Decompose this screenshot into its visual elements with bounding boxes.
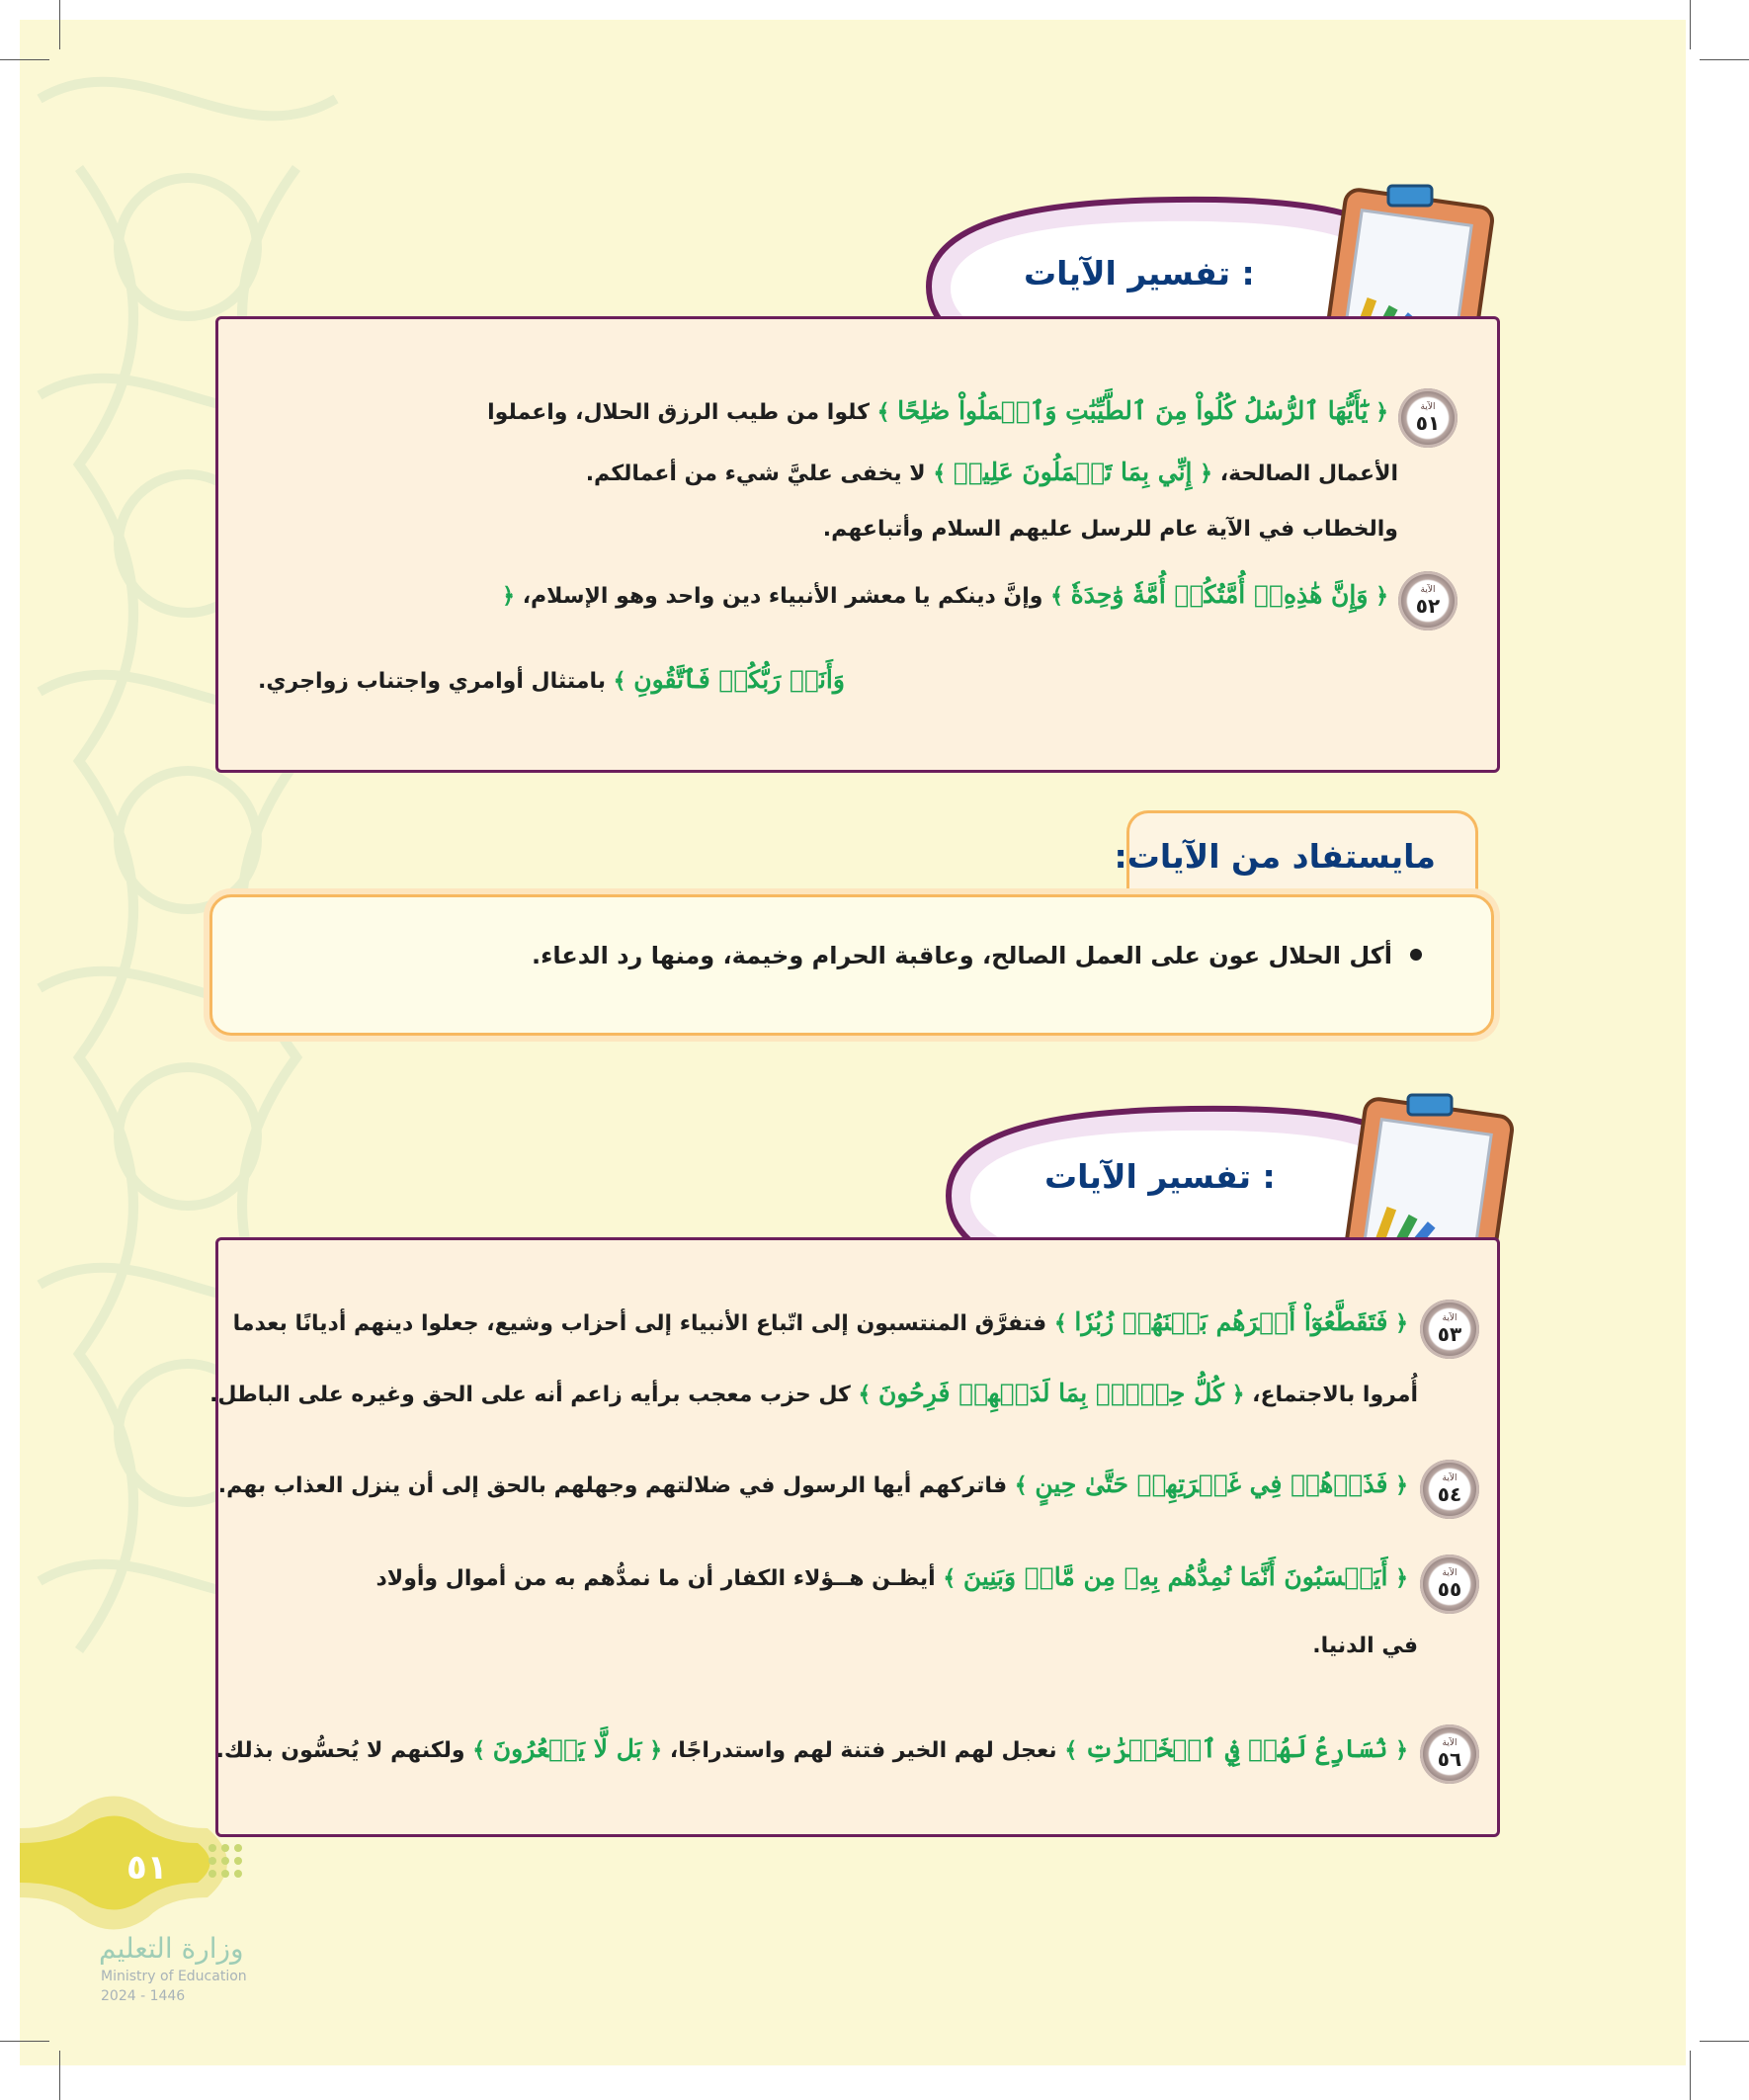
tafsir-1-box <box>215 316 1500 773</box>
quran-verse: فَذَرۡهُمۡ فِي غَمۡرَتِهِمۡ حَتَّىٰ حِينٍ <box>1035 1470 1388 1498</box>
bracket-open-icon: ﴿ <box>649 1738 663 1763</box>
verse-badge-56 <box>1420 1724 1479 1784</box>
bracket-open-icon: ﴿ <box>1200 462 1213 486</box>
bracket-open-icon: ﴿ <box>1395 1738 1408 1763</box>
verse-54-line-1 <box>218 1470 1408 1498</box>
verse-number: ٥٥ <box>1437 1577 1462 1601</box>
textbook-page <box>20 20 1686 2065</box>
verse-number: ٥١ <box>1415 411 1441 435</box>
ministry-logo-arabic: وزارة التعليم <box>99 1932 244 1965</box>
crop-mark <box>0 2041 49 2042</box>
benefit-title: مايستفاد من الآيات: <box>1114 837 1436 876</box>
verse-52-line-1 <box>502 580 1388 609</box>
verse-52-line-2b <box>258 665 845 694</box>
tafsir-2-title: تفسير الآيات : <box>1044 1157 1276 1196</box>
explanation-text: والخطاب في الآية عام للرسل عليهم السلام وأتباعهم. <box>822 517 1398 542</box>
bracket-open-icon: ﴿ <box>1231 1383 1245 1407</box>
bracket-open-icon: ﴿ <box>1375 584 1388 609</box>
quran-verse: نُسَارِعُ لَهُمۡ فِي ٱلۡخَيۡرَٰتِ <box>1084 1734 1388 1763</box>
verse-label: الآية <box>1442 1738 1458 1748</box>
quran-verse: يَٰٓأَيُّهَا ٱلرُّسُلُ كُلُواْ مِنَ ٱلطَّيِّبَٰتِ وَٱعۡمَلُواْ صَٰلِحًا <box>897 396 1369 425</box>
bracket-close-icon: ﴾ <box>1050 584 1063 609</box>
verse-number: ٥٤ <box>1437 1482 1462 1506</box>
verse-53-line-1 <box>233 1307 1408 1336</box>
bracket-close-icon: ﴾ <box>933 462 947 486</box>
bracket-close-icon: ﴾ <box>1064 1738 1078 1763</box>
tafsir-1-title: تفسير الآيات : <box>1024 254 1255 293</box>
crop-mark <box>1690 2051 1691 2100</box>
quran-verse: بَل لَّا يَشۡعُرُونَ <box>492 1734 642 1763</box>
quran-verse: وَأَنَا۠ رَبُّكُمۡ فَٱتَّقُونِ <box>633 665 845 694</box>
verse-label: الآية <box>1420 402 1436 412</box>
crop-mark <box>1700 59 1749 60</box>
crop-mark <box>59 0 60 49</box>
bracket-close-icon: ﴾ <box>858 1383 872 1407</box>
explanation-text: ولكنهم لا يُحسُّون بذلك. <box>215 1738 465 1763</box>
bracket-close-icon: ﴾ <box>943 1566 957 1591</box>
explanation-text: في الدنيا. <box>1312 1634 1418 1658</box>
verse-53-line-2 <box>209 1379 1418 1407</box>
bracket-close-icon: ﴾ <box>876 400 890 425</box>
page-number: ٥١ <box>126 1848 168 1888</box>
benefit-box <box>209 894 1494 1036</box>
crop-mark <box>59 2051 60 2100</box>
verse-label: الآية <box>1442 1568 1458 1578</box>
bracket-close-icon: ﴾ <box>1014 1473 1028 1498</box>
bracket-close-icon: ﴾ <box>1053 1311 1067 1336</box>
explanation-text: وإنَّ دينكم يا معشر الأنبياء دين واحد وهو الإسلام، <box>522 584 1043 609</box>
explanation-text: كل حزب معجب برأيه زاعم أنه على الحق وغيره على الباطل. <box>209 1383 851 1407</box>
verse-badge-55 <box>1420 1554 1479 1614</box>
verse-badge-51 <box>1398 388 1458 448</box>
explanation-text: بامتثال أوامري واجتناب زواجري. <box>258 669 606 694</box>
quran-verse: وَإِنَّ هَٰذِهِۦٓ أُمَّتُكُمۡ أُمَّةٗ وَٰحِدَةٗ <box>1070 580 1369 609</box>
verse-label: الآية <box>1442 1473 1458 1483</box>
verse-badge-54 <box>1420 1460 1479 1519</box>
bracket-open-icon: ﴿ <box>1375 400 1388 425</box>
verse-number: ٥٢ <box>1415 594 1441 618</box>
bracket-open-icon: ﴿ <box>1395 1473 1408 1498</box>
explanation-text: فتفرَّق المنتسبون إلى اتّباع الأنبياء إلى أحزاب وشيع، جعلوا دينهم أديانًا بعدما <box>232 1311 1047 1336</box>
quran-verse: فَتَقَطَّعُوٓاْ أَمۡرَهُم بَيۡنَهُمۡ زُبُرٗا <box>1074 1307 1388 1336</box>
explanation-text: لا يخفى عليَّ شيء من أعمالكم. <box>585 462 926 486</box>
bracket-close-icon: ﴾ <box>472 1738 486 1763</box>
explanation-text: كلوا من طيب الرزق الحلال، واعملوا <box>487 400 870 425</box>
crop-mark <box>0 59 49 60</box>
explanation-text: أُمروا بالاجتماع، <box>1252 1383 1418 1407</box>
quran-verse: أَيَحۡسَبُونَ أَنَّمَا نُمِدُّهُم بِهِۦ مِن مَّالٖ وَبَنِينَ <box>962 1562 1388 1591</box>
explanation-text: نعجل لهم الخير فتنة لهم واستدراجًا، <box>669 1738 1057 1763</box>
verse-badge-52 <box>1398 571 1458 630</box>
quran-verse: إِنِّي بِمَا تَعۡمَلُونَ عَلِيمٞ <box>953 458 1193 486</box>
verse-51-line-2 <box>586 458 1398 486</box>
bracket-open-icon: ﴿ <box>502 584 516 609</box>
benefit-item: أكل الحلال عون على العمل الصالح، وعاقبة الحرام وخيمة، ومنها رد الدعاء. <box>531 942 1392 969</box>
verse-55-line-1 <box>376 1562 1408 1591</box>
verse-label: الآية <box>1420 585 1436 595</box>
explanation-text: أيظـن هــؤلاء الكفار أن ما نمدُّهم به من أموال وأولاد <box>375 1566 936 1591</box>
verse-56-line-1 <box>216 1734 1408 1763</box>
verse-badge-53 <box>1420 1300 1479 1359</box>
explanation-text: فاتركهم أيها الرسول في ضلالتهم وجهلهم بالحق إلى أن ينزل العذاب بهم. <box>217 1473 1008 1498</box>
verse-label: الآية <box>1442 1313 1458 1323</box>
tafsir-2-box <box>209 1237 1500 1837</box>
verse-number: ٥٦ <box>1437 1747 1462 1771</box>
bullet-icon <box>1410 949 1422 961</box>
quran-verse: كُلُّ حِزۡبِۭ بِمَا لَدَيۡهِمۡ فَرِحُونَ <box>878 1379 1224 1407</box>
explanation-text: الأعمال الصالحة، <box>1219 462 1398 486</box>
crop-mark <box>1690 0 1691 49</box>
verse-51-line-3 <box>823 517 1398 542</box>
bracket-close-icon: ﴾ <box>613 669 626 694</box>
crop-mark <box>1700 2041 1749 2042</box>
ministry-logo-english: Ministry of Education <box>101 1969 247 1984</box>
verse-51-line-1 <box>487 396 1388 425</box>
edition-year: 2024 - 1446 <box>101 1988 186 2004</box>
verse-55-line-2 <box>1312 1634 1418 1658</box>
verse-number: ٥٣ <box>1437 1322 1462 1346</box>
bracket-open-icon: ﴿ <box>1395 1566 1408 1591</box>
bracket-open-icon: ﴿ <box>1395 1311 1408 1336</box>
